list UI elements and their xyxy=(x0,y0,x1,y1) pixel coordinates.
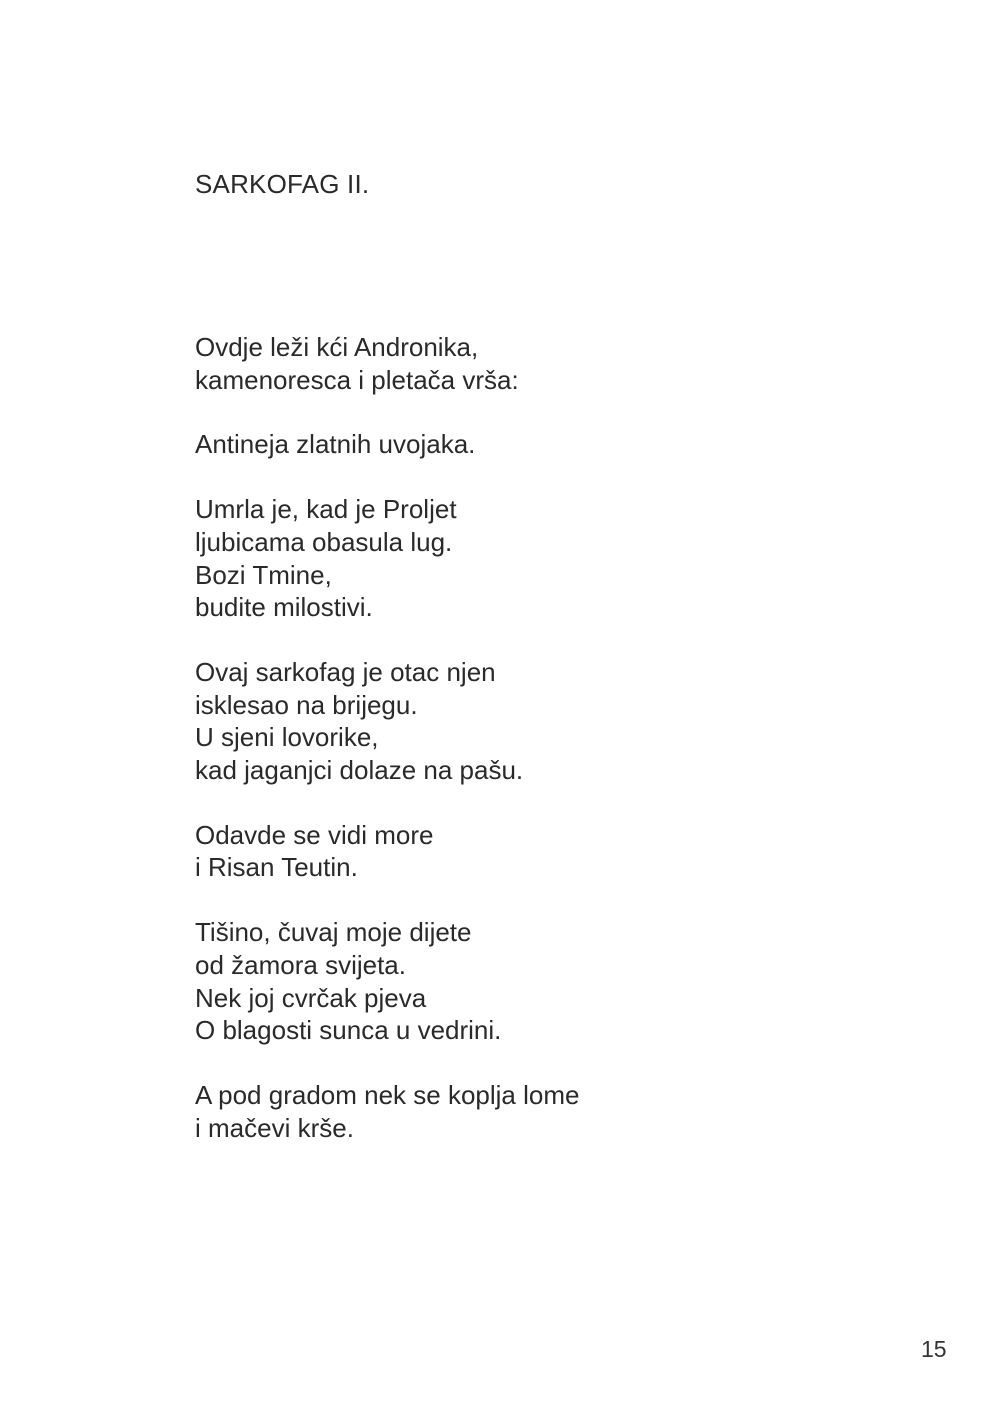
poem-line: Antineja zlatnih uvojaka. xyxy=(195,429,476,460)
stanza xyxy=(195,819,895,884)
stanza xyxy=(195,493,895,624)
stanza xyxy=(195,428,895,461)
stanza xyxy=(195,1079,895,1144)
poem-line: Bozi Tmine, xyxy=(195,559,332,590)
poem-line: i Risan Teutin. xyxy=(195,852,358,883)
poem-line: i mačevi krše. xyxy=(195,1112,354,1143)
poem-line: O blagosti sunca u vedrini. xyxy=(195,1015,502,1046)
poem-line: Ovaj sarkofag je otac njen xyxy=(195,656,496,687)
stanza xyxy=(195,916,895,1047)
poem-line: A pod gradom nek se koplja lome xyxy=(195,1079,580,1110)
poem-line: Umrla je, kad je Proljet xyxy=(195,494,457,525)
stanza xyxy=(195,656,895,787)
poem-line: ljubicama obasula lug. xyxy=(195,526,453,557)
poem-line: kad jaganjci dolaze na pašu. xyxy=(195,755,524,786)
stanza xyxy=(195,331,895,396)
poem-line: Nek joj cvrčak pjeva xyxy=(195,982,427,1013)
poem-line: budite milostivi. xyxy=(195,592,373,623)
poem-line: Tišino, čuvaj moje dijete xyxy=(195,917,472,948)
poem-body xyxy=(195,331,895,1176)
poem-line: od žamora svijeta. xyxy=(195,949,406,980)
poem-line: Ovdje leži kći Andronika, xyxy=(195,332,479,362)
poem-title: SARKOFAG II. xyxy=(195,169,370,199)
poem-line: kamenoresca i pletača vrša: xyxy=(195,364,519,395)
poem-line: isklesao na brijegu. xyxy=(195,689,418,720)
poem-line: Odavde se vidi more xyxy=(195,819,434,850)
page-number: 15 xyxy=(921,1336,947,1362)
poem-line: U sjeni lovorike, xyxy=(195,722,379,753)
